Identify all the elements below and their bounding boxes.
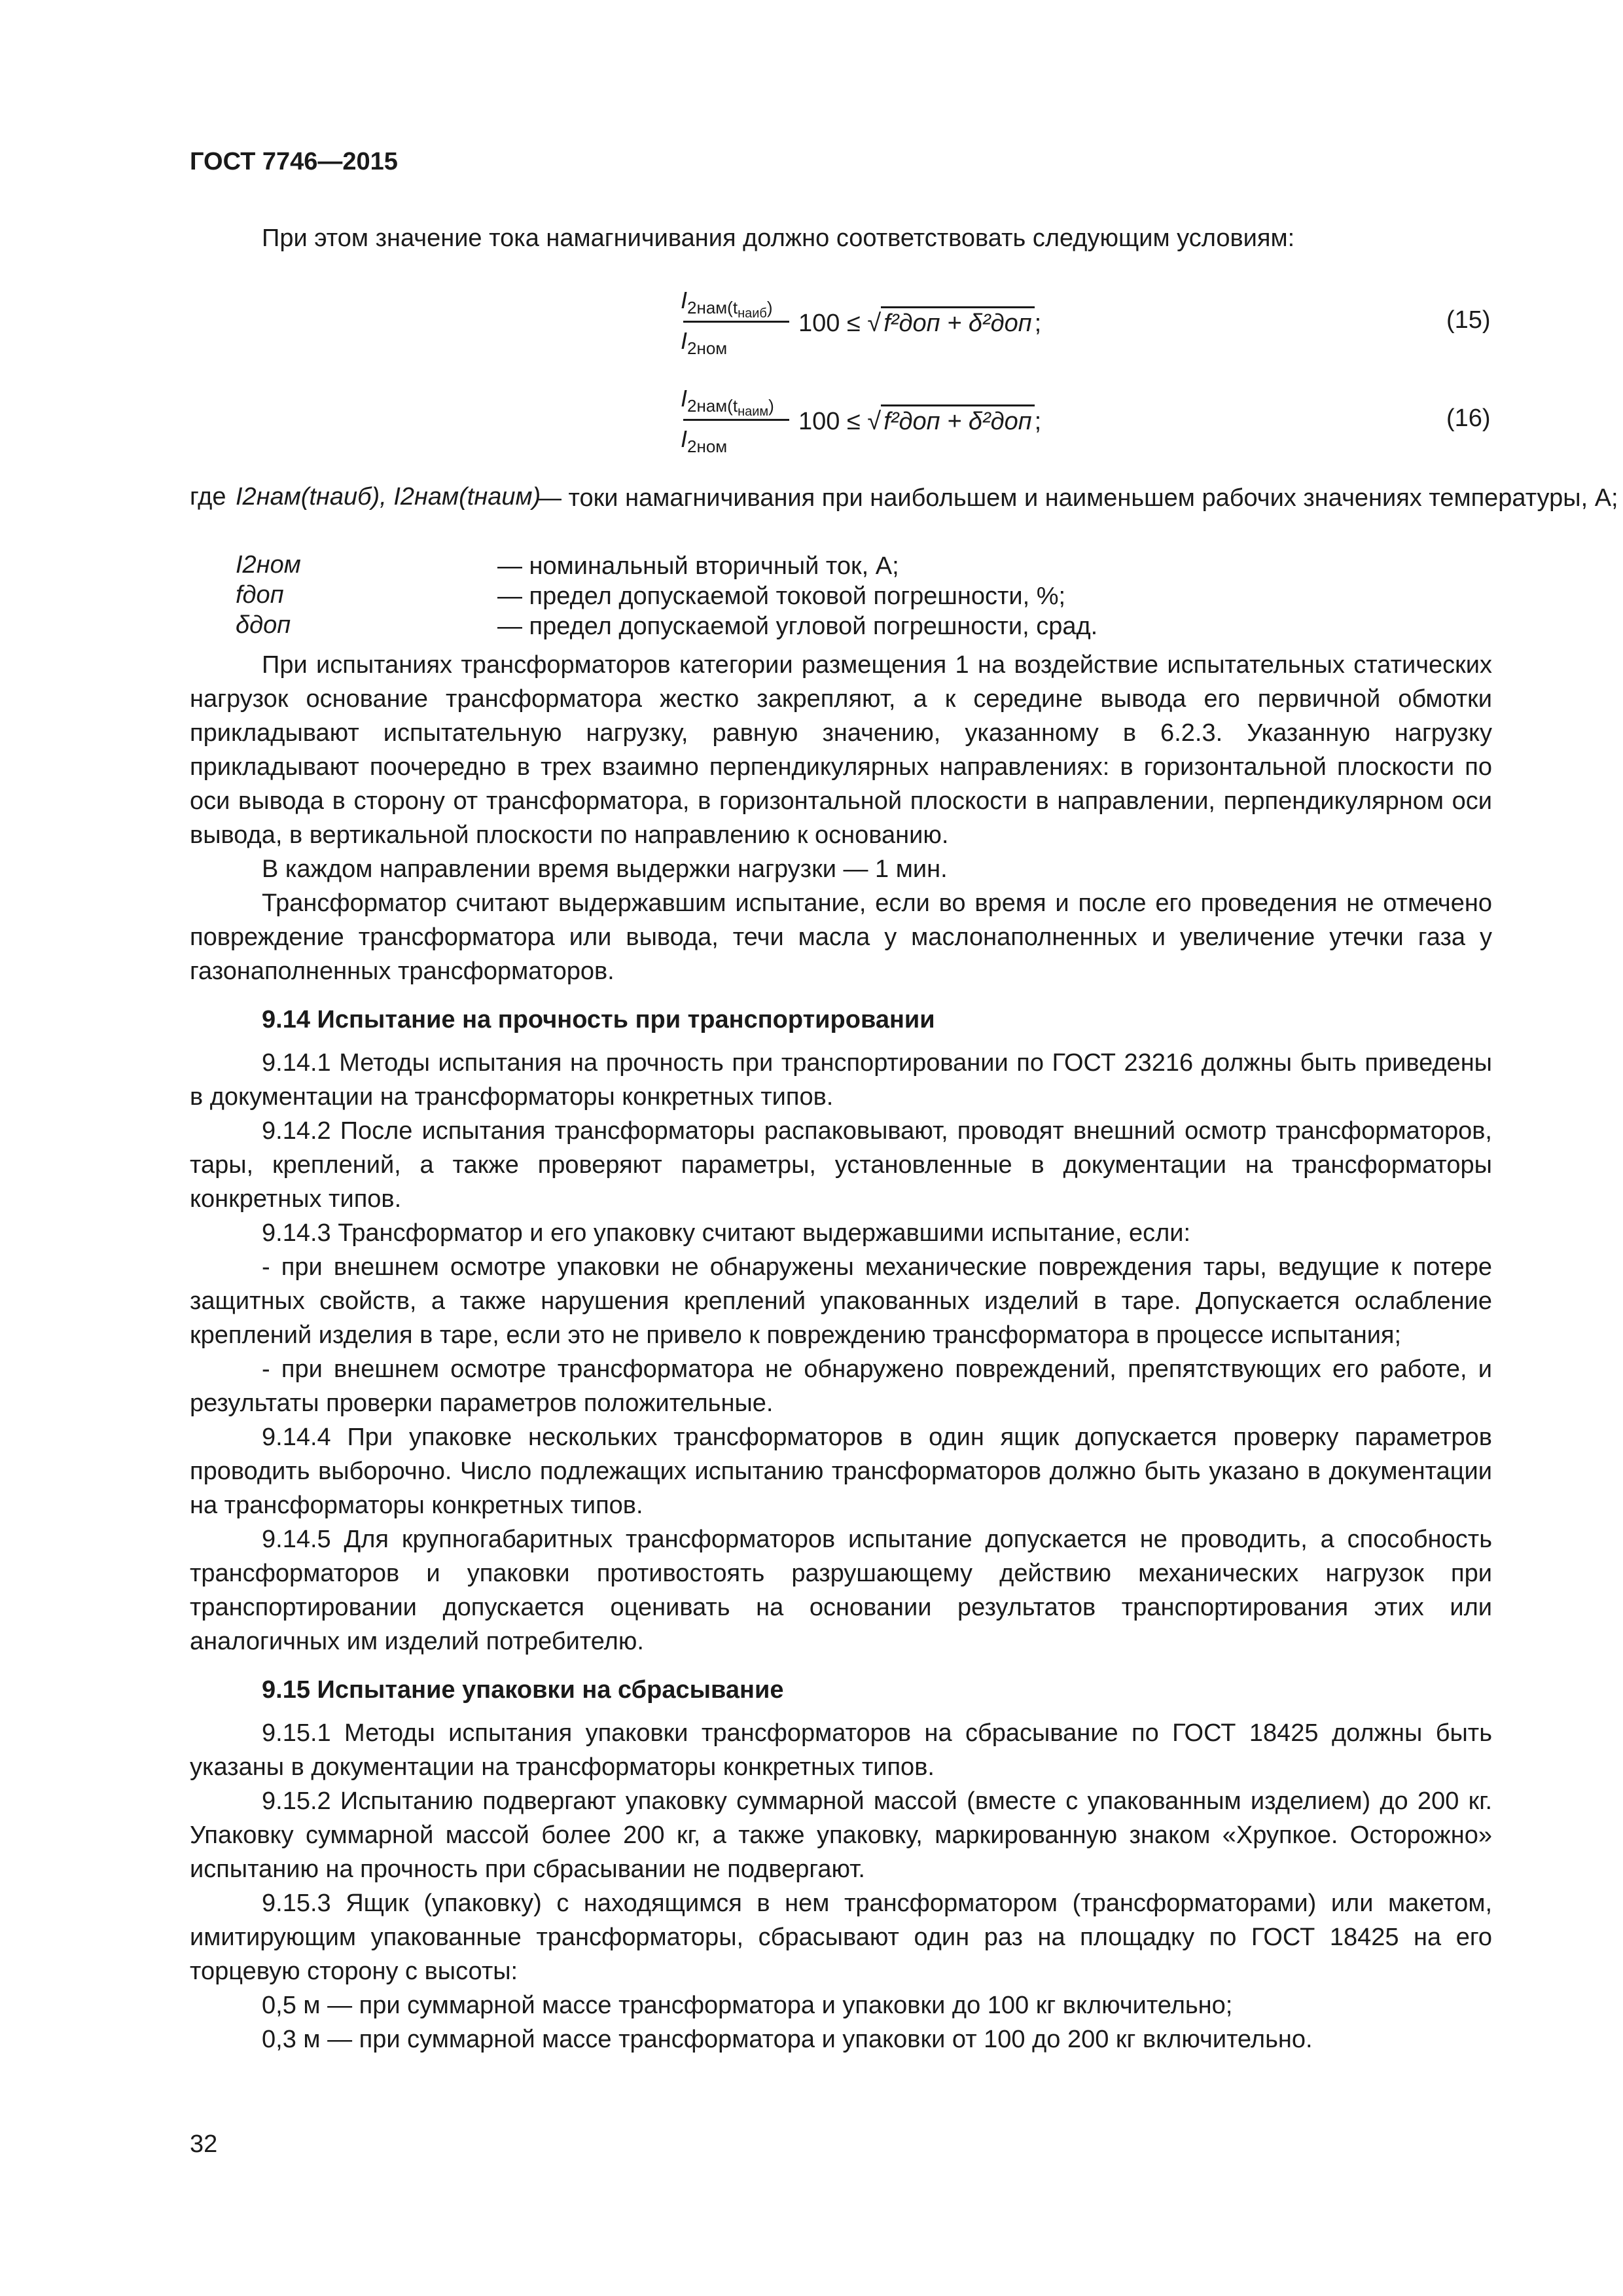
list-item: 0,5 м — при суммарной массе трансформатора и упаковки до 100 кг включительно; — [262, 1992, 1233, 2019]
section-heading-9-14: 9.14 Испытание на прочность при транспортировании — [262, 1006, 935, 1033]
section-heading-9-15: 9.15 Испытание упаковки на сбрасывание — [262, 1676, 784, 1704]
paragraph: 9.14.4 При упаковке нескольких трансформаторов в один ящик допускается проверку параметров проводить выборочно. Число подлежащих испытанию трансформаторов должно быть указано в документации на трансформаторы конкретных типов. — [190, 1424, 1492, 1519]
paragraph: 9.14.5 Для крупногабаритных трансформаторов испытание допускается не проводить, а способность трансформаторов и упаковки противостоять разрушающему действию механических нагрузок при транспортировании допускается оценивать на основании результатов транспортирования этих или аналогичных им изделий потребителю. — [190, 1526, 1492, 1655]
num-sub: 2нам(t — [687, 396, 738, 416]
list-item: 0,3 м — при суммарной массе трансформатора и упаковки от 100 до 200 кг включительно. — [262, 2026, 1313, 2053]
sqrt-radicand: f²доп + δ²доп — [881, 306, 1034, 338]
where-block — [190, 483, 1618, 653]
formula-end: ; — [1034, 310, 1042, 337]
formula-denominator — [681, 327, 792, 359]
paragraph: 9.15.1 Методы испытания упаковки трансформаторов на сбрасывание по ГОСТ 18425 должны быть указаны в документации на трансформаторы конкретных типов. — [190, 1719, 1492, 1781]
paragraph: 9.14.1 Методы испытания на прочность при транспортировании по ГОСТ 23216 должны быть приведены в документации на трансформаторы конкретных типов. — [190, 1049, 1492, 1111]
equation-number-16: (16) — [1446, 404, 1491, 432]
page-number: 32 — [190, 2130, 218, 2158]
paragraph: 9.14.2 После испытания трансформаторы распаковывают, проводят внешний осмотр трансформаторов, тары, креплений, а также проверяют параметры, установленные в документации на трансформаторы конкретных типов. — [190, 1117, 1492, 1213]
formula-rhs: 100 ≤ √ f²доп + δ²доп ; — [798, 306, 1041, 338]
standard-header: ГОСТ 7746—2015 — [190, 148, 398, 175]
where-desc-1: — токи намагничивания при наибольшем и наименьшем рабочих значениях температуры, А; — [537, 484, 1618, 512]
fraction-bar — [683, 321, 789, 323]
num-sub2: наиб — [738, 306, 767, 321]
equation-number-15: (15) — [1446, 306, 1491, 334]
num-base: I — [681, 385, 688, 412]
formula-rhs: 100 ≤ √ f²доп + δ²доп ; — [798, 404, 1041, 436]
where-symbol-1: I2нам(tнаиб), I2нам(tнаим) — [236, 483, 541, 511]
list-item: - при внешнем осмотре упаковки не обнаружены механические повреждения тары, ведущие к потере защитных свойств, а также нарушения креплений упакованных изделий в таре. Допускается ослабление креплений изделия в таре, если это не привело к повреждению трансформатора в процессе испытания; — [190, 1253, 1492, 1349]
paragraph: 9.15.3 Ящик (упаковку) с находящимся в нем трансформатором (трансформаторами) или макетом, имитирующим упакованные трансформаторы, сбрасывают один раз на площадку по ГОСТ 18425 на его торцевую сторону с высоты: — [190, 1890, 1492, 1985]
num-tail: ) — [768, 396, 774, 416]
where-desc-3: — предел допускаемой токовой погрешности, %; — [497, 583, 1066, 610]
where-desc-4: — предел допускаемой угловой погрешности, срад. — [497, 613, 1098, 640]
den-sub: 2ном — [687, 338, 728, 359]
sqrt-radicand: f²доп + δ²доп — [881, 404, 1034, 436]
list-item: - при внешнем осмотре трансформатора не обнаружено повреждений, препятствующих его работе, и результаты проверки параметров положительные. — [190, 1355, 1492, 1417]
paragraph: Трансформатор считают выдержавшим испытание, если во время и после его проведения не отмечено повреждение трансформатора или вывода, течи масла у маслонаполненных и увеличение утечки газа у газонаполненных трансформаторов. — [190, 889, 1492, 985]
formula-numerator — [681, 385, 792, 420]
num-sub: 2нам(t — [687, 298, 738, 318]
where-symbol-2: I2ном — [236, 551, 301, 579]
formula-factor: 100 ≤ — [798, 408, 861, 435]
formula-end: ; — [1034, 408, 1042, 435]
formula-16 — [681, 385, 1335, 470]
den-base: I — [681, 425, 688, 452]
formula-denominator — [681, 425, 792, 457]
num-tail: ) — [766, 298, 773, 318]
num-base: I — [681, 287, 688, 314]
paragraph: В каждом направлении время выдержки нагрузки — 1 мин. — [262, 855, 948, 883]
intro-sentence: При этом значение тока намагничивания должно соответствовать следующим условиям: — [262, 224, 1295, 252]
den-base: I — [681, 327, 688, 354]
fraction-bar — [683, 419, 789, 421]
where-desc-2: — номинальный вторичный ток, А; — [497, 552, 899, 580]
paragraph: При испытаниях трансформаторов категории размещения 1 на воздействие испытательных статических нагрузок основание трансформатора жестко закрепляют, а к середине вывода его первичной обмотки прикладывают испытательную нагрузку, равную значению, указанному в 6.2.3. Указанную нагрузку прикладывают поочередно в трех взаимно перпендикулярных направлениях: в горизонтальной плоскости по оси вывода в сторону от трансформатора, в горизонтальной плоскости в направлении, перпендикулярном оси вывода, в вертикальной плоскости по направлению к основанию. — [190, 651, 1492, 849]
den-sub: 2ном — [687, 437, 728, 457]
paragraph: 9.14.3 Трансформатор и его упаковку считают выдержавшими испытание, если: — [262, 1219, 1191, 1247]
where-symbol-4: δдоп — [236, 611, 291, 639]
where-lead: где — [190, 483, 226, 511]
formula-numerator — [681, 287, 792, 321]
where-symbol-3: fдоп — [236, 581, 284, 609]
paragraph: 9.15.2 Испытанию подвергают упаковку суммарной массой (вместе с упакованным изделием) до 200 кг. Упаковку суммарной массой более 200 кг, а также упаковку, маркированную знаком «Хрупкое. Осторожно» испытанию на прочность при сбрасывании не подвергают. — [190, 1787, 1492, 1883]
formula-15 — [681, 287, 1335, 372]
formula-factor: 100 ≤ — [798, 310, 861, 337]
body-text — [190, 648, 1492, 2056]
num-sub2: наим — [738, 404, 769, 420]
